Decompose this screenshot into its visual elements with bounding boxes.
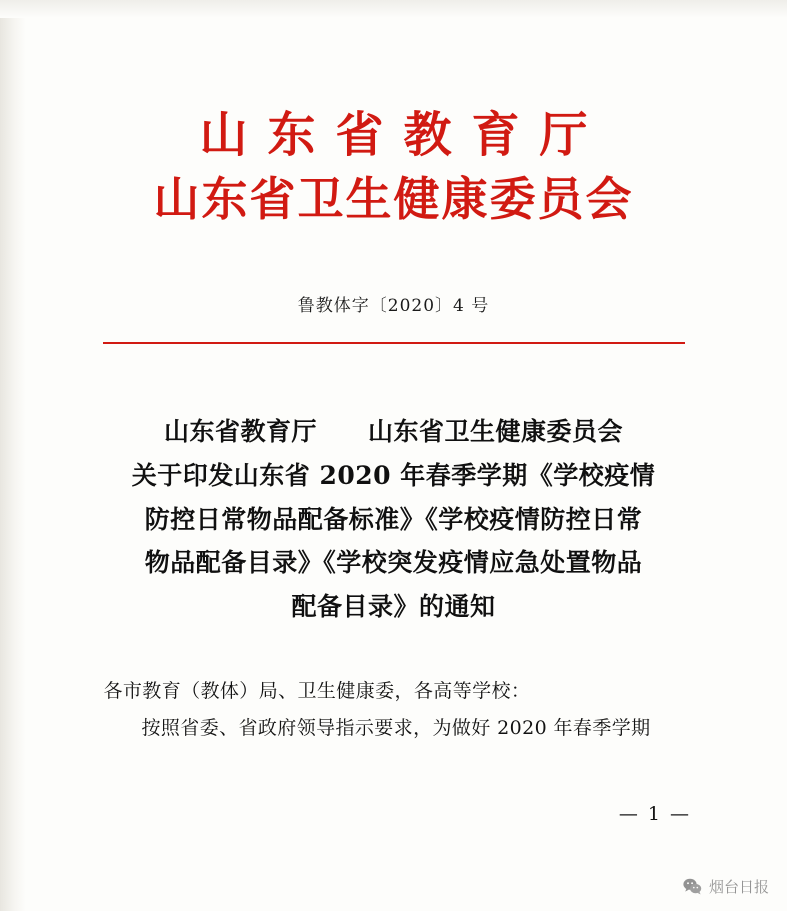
document-body [104, 673, 684, 747]
title-line: 山东省教育厅 山东省卫生健康委员会 [163, 417, 623, 447]
wechat-icon [683, 878, 702, 895]
watermark-label: 烟台日报 [708, 879, 769, 896]
title-line: 物品配备目录》《学校突发疫情应急处置物品 [144, 548, 643, 578]
red-horizontal-rule [103, 342, 685, 345]
issuing-agency-secondary: 山东省卫生健康委员会 [153, 172, 634, 227]
addressee-line: 各市教育（教体）局、卫生健康委，各高等学校： [103, 679, 531, 702]
body-paragraph-line: 按照省委、省政府领导指示要求，为做好 2020 年春季学期 [141, 716, 651, 739]
issuing-agency-primary: 山东省教育厅 [199, 107, 608, 163]
watermark [683, 876, 769, 897]
document-number: 鲁教体字〔2020〕4 号 [297, 295, 490, 316]
document-title [104, 410, 684, 629]
document-masthead [0, 0, 787, 229]
title-line: 关于印发山东省 2020 年春季学期《学校疫情 [131, 460, 656, 490]
title-line: 防控日常物品配备标准》《学校疫情防控日常 [144, 504, 643, 534]
title-line: 配备目录》的通知 [291, 592, 496, 622]
page-number: — 1 — [618, 803, 691, 825]
